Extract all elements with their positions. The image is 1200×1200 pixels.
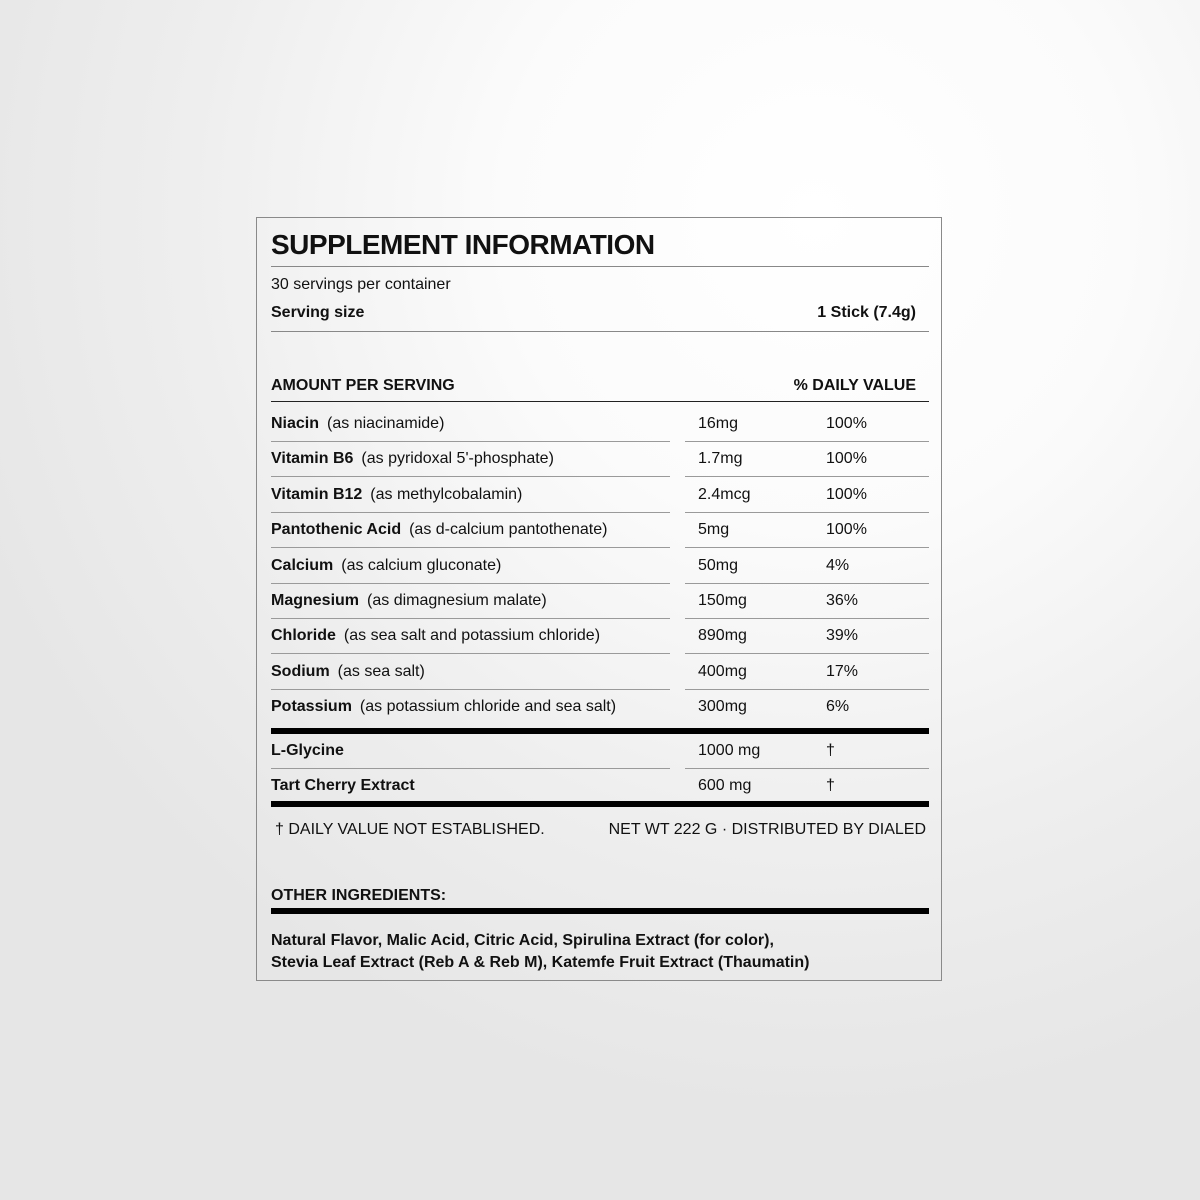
nutrient-name-cell: [271, 741, 344, 761]
serving-divider: [271, 331, 929, 332]
nutrient-amount: 16mg: [698, 415, 739, 432]
nutrient-row: [271, 734, 929, 769]
nutrient-amount: 1.7mg: [698, 450, 743, 468]
nutrient-daily-value: 4%: [826, 556, 850, 574]
nutrient-amount: 150mg: [698, 592, 747, 609]
ingredients-divider: [271, 908, 929, 914]
nutrient-name-cell: [271, 520, 607, 540]
daily-value-header: % DAILY VALUE: [793, 377, 916, 394]
nutrient-source: (as pyridoxal 5'-phosphate): [361, 450, 554, 468]
nutrient-source: (as niacinamide): [327, 415, 445, 432]
nutrient-name-cell: [271, 776, 415, 796]
supplement-facts-panel: [256, 217, 942, 981]
nutrient-row: [271, 619, 929, 654]
nutrient-row: [271, 584, 929, 619]
nutrient-name: Calcium: [271, 556, 334, 574]
nutrient-daily-value: 100%: [826, 521, 867, 539]
amount-per-serving-header: AMOUNT PER SERVING: [271, 377, 455, 394]
nutrient-name: Chloride: [271, 627, 336, 645]
nutrient-name-cell: [271, 449, 554, 469]
nutrient-name: Sodium: [271, 662, 330, 680]
nutrient-daily-value: 100%: [826, 450, 867, 468]
nutrient-row: [271, 769, 929, 804]
nutrient-source: (as sea salt): [337, 662, 425, 680]
nutrient-name-cell: [271, 485, 522, 505]
nutrient-row: [271, 690, 929, 725]
title-divider: [271, 266, 929, 267]
other-ingredients-label: OTHER INGREDIENTS:: [271, 887, 447, 904]
nutrient-source: (as methylcobalamin): [370, 485, 523, 503]
nutrient-name: Vitamin B6: [271, 450, 354, 468]
panel-title: SUPPLEMENT INFORMATION: [271, 229, 655, 260]
nutrient-amount: 890mg: [698, 627, 747, 645]
nutrient-source: (as dimagnesium malate): [367, 592, 547, 609]
nutrient-daily-value: 100%: [826, 415, 867, 432]
nutrient-amount: 400mg: [698, 662, 747, 680]
table-bottom-divider: [271, 801, 929, 807]
nutrient-name: Pantothenic Acid: [271, 521, 402, 539]
nutrient-row: [271, 655, 929, 690]
nutrient-name-cell: [271, 626, 600, 646]
servings-per-container: 30 servings per container: [271, 276, 451, 293]
nutrient-row: [271, 407, 929, 442]
nutrient-amount: 50mg: [698, 556, 739, 574]
nutrient-amount: 600 mg: [698, 777, 752, 795]
nutrient-name: Niacin: [271, 415, 320, 432]
nutrient-row: [271, 513, 929, 548]
nutrient-row: [271, 478, 929, 513]
nutrient-name-cell: [271, 697, 616, 717]
nutrient-row: [271, 549, 929, 584]
nutrient-name-cell: [271, 591, 547, 611]
nutrient-row: [271, 442, 929, 477]
net-weight-distributor: NET WT 222 G · DISTRIBUTED BY DIALED: [608, 821, 926, 838]
nutrient-amount: 300mg: [698, 698, 747, 716]
nutrient-name-cell: [271, 414, 444, 434]
nutrient-daily-value: †: [826, 777, 835, 795]
nutrient-name: Vitamin B12: [271, 485, 363, 503]
nutrient-name: L-Glycine: [271, 742, 344, 759]
serving-size-value: 1 Stick (7.4g): [817, 304, 916, 321]
nutrient-daily-value: †: [826, 742, 835, 759]
nutrient-name-cell: [271, 662, 425, 682]
nutrient-daily-value: 6%: [826, 698, 850, 716]
header-divider: [271, 401, 929, 402]
nutrient-daily-value: 100%: [826, 485, 867, 503]
daily-value-footnote: † DAILY VALUE NOT ESTABLISHED.: [275, 821, 545, 838]
nutrient-amount: 2.4mcg: [698, 485, 751, 503]
nutrient-name: Potassium: [271, 698, 352, 716]
nutrient-name-cell: [271, 556, 501, 576]
other-ingredients-text: Natural Flavor, Malic Acid, Citric Acid, Spirulina Extract (for color), Stevia Leaf Extract (Reb A & Reb M), Katemfe Fruit Extract (Thaumatin): [271, 932, 810, 971]
nutrient-daily-value: 17%: [826, 662, 859, 680]
nutrient-amount: 5mg: [698, 521, 730, 539]
serving-size-label: Serving size: [271, 304, 365, 321]
nutrient-source: (as d-calcium pantothenate): [409, 521, 608, 539]
nutrient-daily-value: 36%: [826, 592, 859, 609]
nutrient-name: Magnesium: [271, 592, 360, 609]
nutrient-daily-value: 39%: [826, 627, 859, 645]
nutrient-amount: 1000 mg: [698, 742, 761, 759]
nutrient-source: (as calcium gluconate): [341, 556, 502, 574]
nutrient-name: Tart Cherry Extract: [271, 777, 415, 795]
nutrient-source: (as sea salt and potassium chloride): [343, 627, 601, 645]
nutrient-source: (as potassium chloride and sea salt): [359, 698, 617, 716]
